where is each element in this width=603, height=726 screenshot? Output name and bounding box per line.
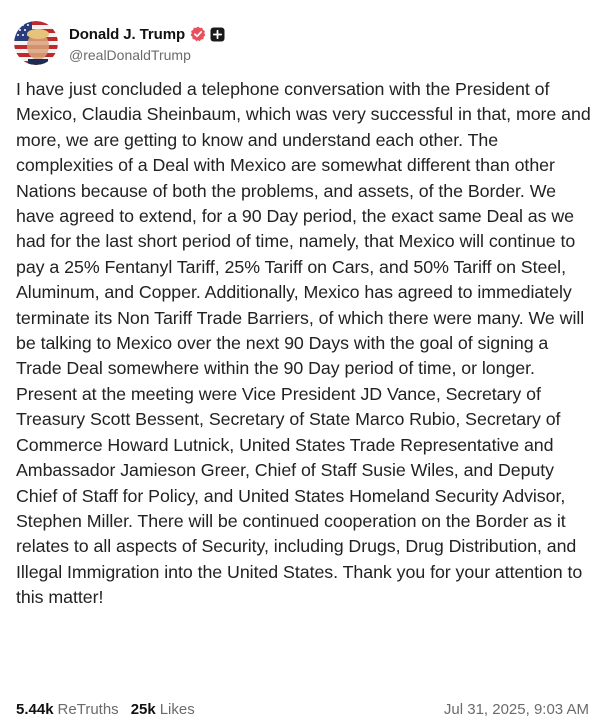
profile-photo-avatar — [14, 21, 58, 65]
plus-badge-icon — [210, 27, 225, 42]
post-timestamp[interactable]: Jul 31, 2025, 9:03 AM — [443, 700, 589, 718]
avatar[interactable] — [14, 21, 58, 65]
likes-label: Likes — [159, 700, 195, 718]
retruths-stat[interactable] — [16, 701, 119, 718]
retruths-label: ReTruths — [57, 700, 119, 718]
post-footer — [16, 697, 589, 721]
likes-count: 25k — [130, 700, 156, 718]
retruths-count: 5.44k — [16, 700, 54, 718]
name-row — [69, 24, 225, 45]
likes-stat[interactable] — [131, 701, 195, 718]
display-name[interactable]: Donald J. Trump — [69, 25, 186, 43]
author-names — [69, 24, 225, 63]
post-header — [14, 18, 225, 68]
handle[interactable]: @realDonaldTrump — [69, 46, 191, 63]
verified-badge-icon — [190, 26, 206, 42]
post-body: I have just concluded a telephone conversation with the President of Mexico, Claudia Sheinbaum, which was very successful in that, more and more, we are getting to know and understand each other. The complexities of a Deal with Mexico are somewhat different than other Nations because of both the problems, and assets, of the Border. We have agreed to extend, for a 90 Day period, the exact same Deal as we had for the last short period of time, namely, that Mexico will continue to pay a 25% Fentanyl Tariff, 25% Tariff on Cars, and 50% Tariff on Steel, Aluminum, and Copper. Additionally, Mexico has agreed to immediately terminate its Non Tariff Trade Barriers, of which there were many. We will be talking to Mexico over the next 90 Days with the goal of signing a Trade Deal somewhere within the 90 Day period of time, or longer. Present at the meeting were Vice President JD Vance, Secretary of Treasury Scott Bessent, Secretary of State Marco Rubio, Secretary of Commerce Howard Lutnick, United States Trade Representative and Ambassador Jamieson Greer, Chief of Staff Susie Wiles, and Deputy Chief of Staff for Policy, and United States Homeland Security Advisor, Stephen Miller. There will be continued cooperation on the Border as it relates to all aspects of Security, including Drugs, Drug Distribution, and Illegal Immigration into the United States. Thank you for your attention to this matter! — [16, 79, 591, 608]
